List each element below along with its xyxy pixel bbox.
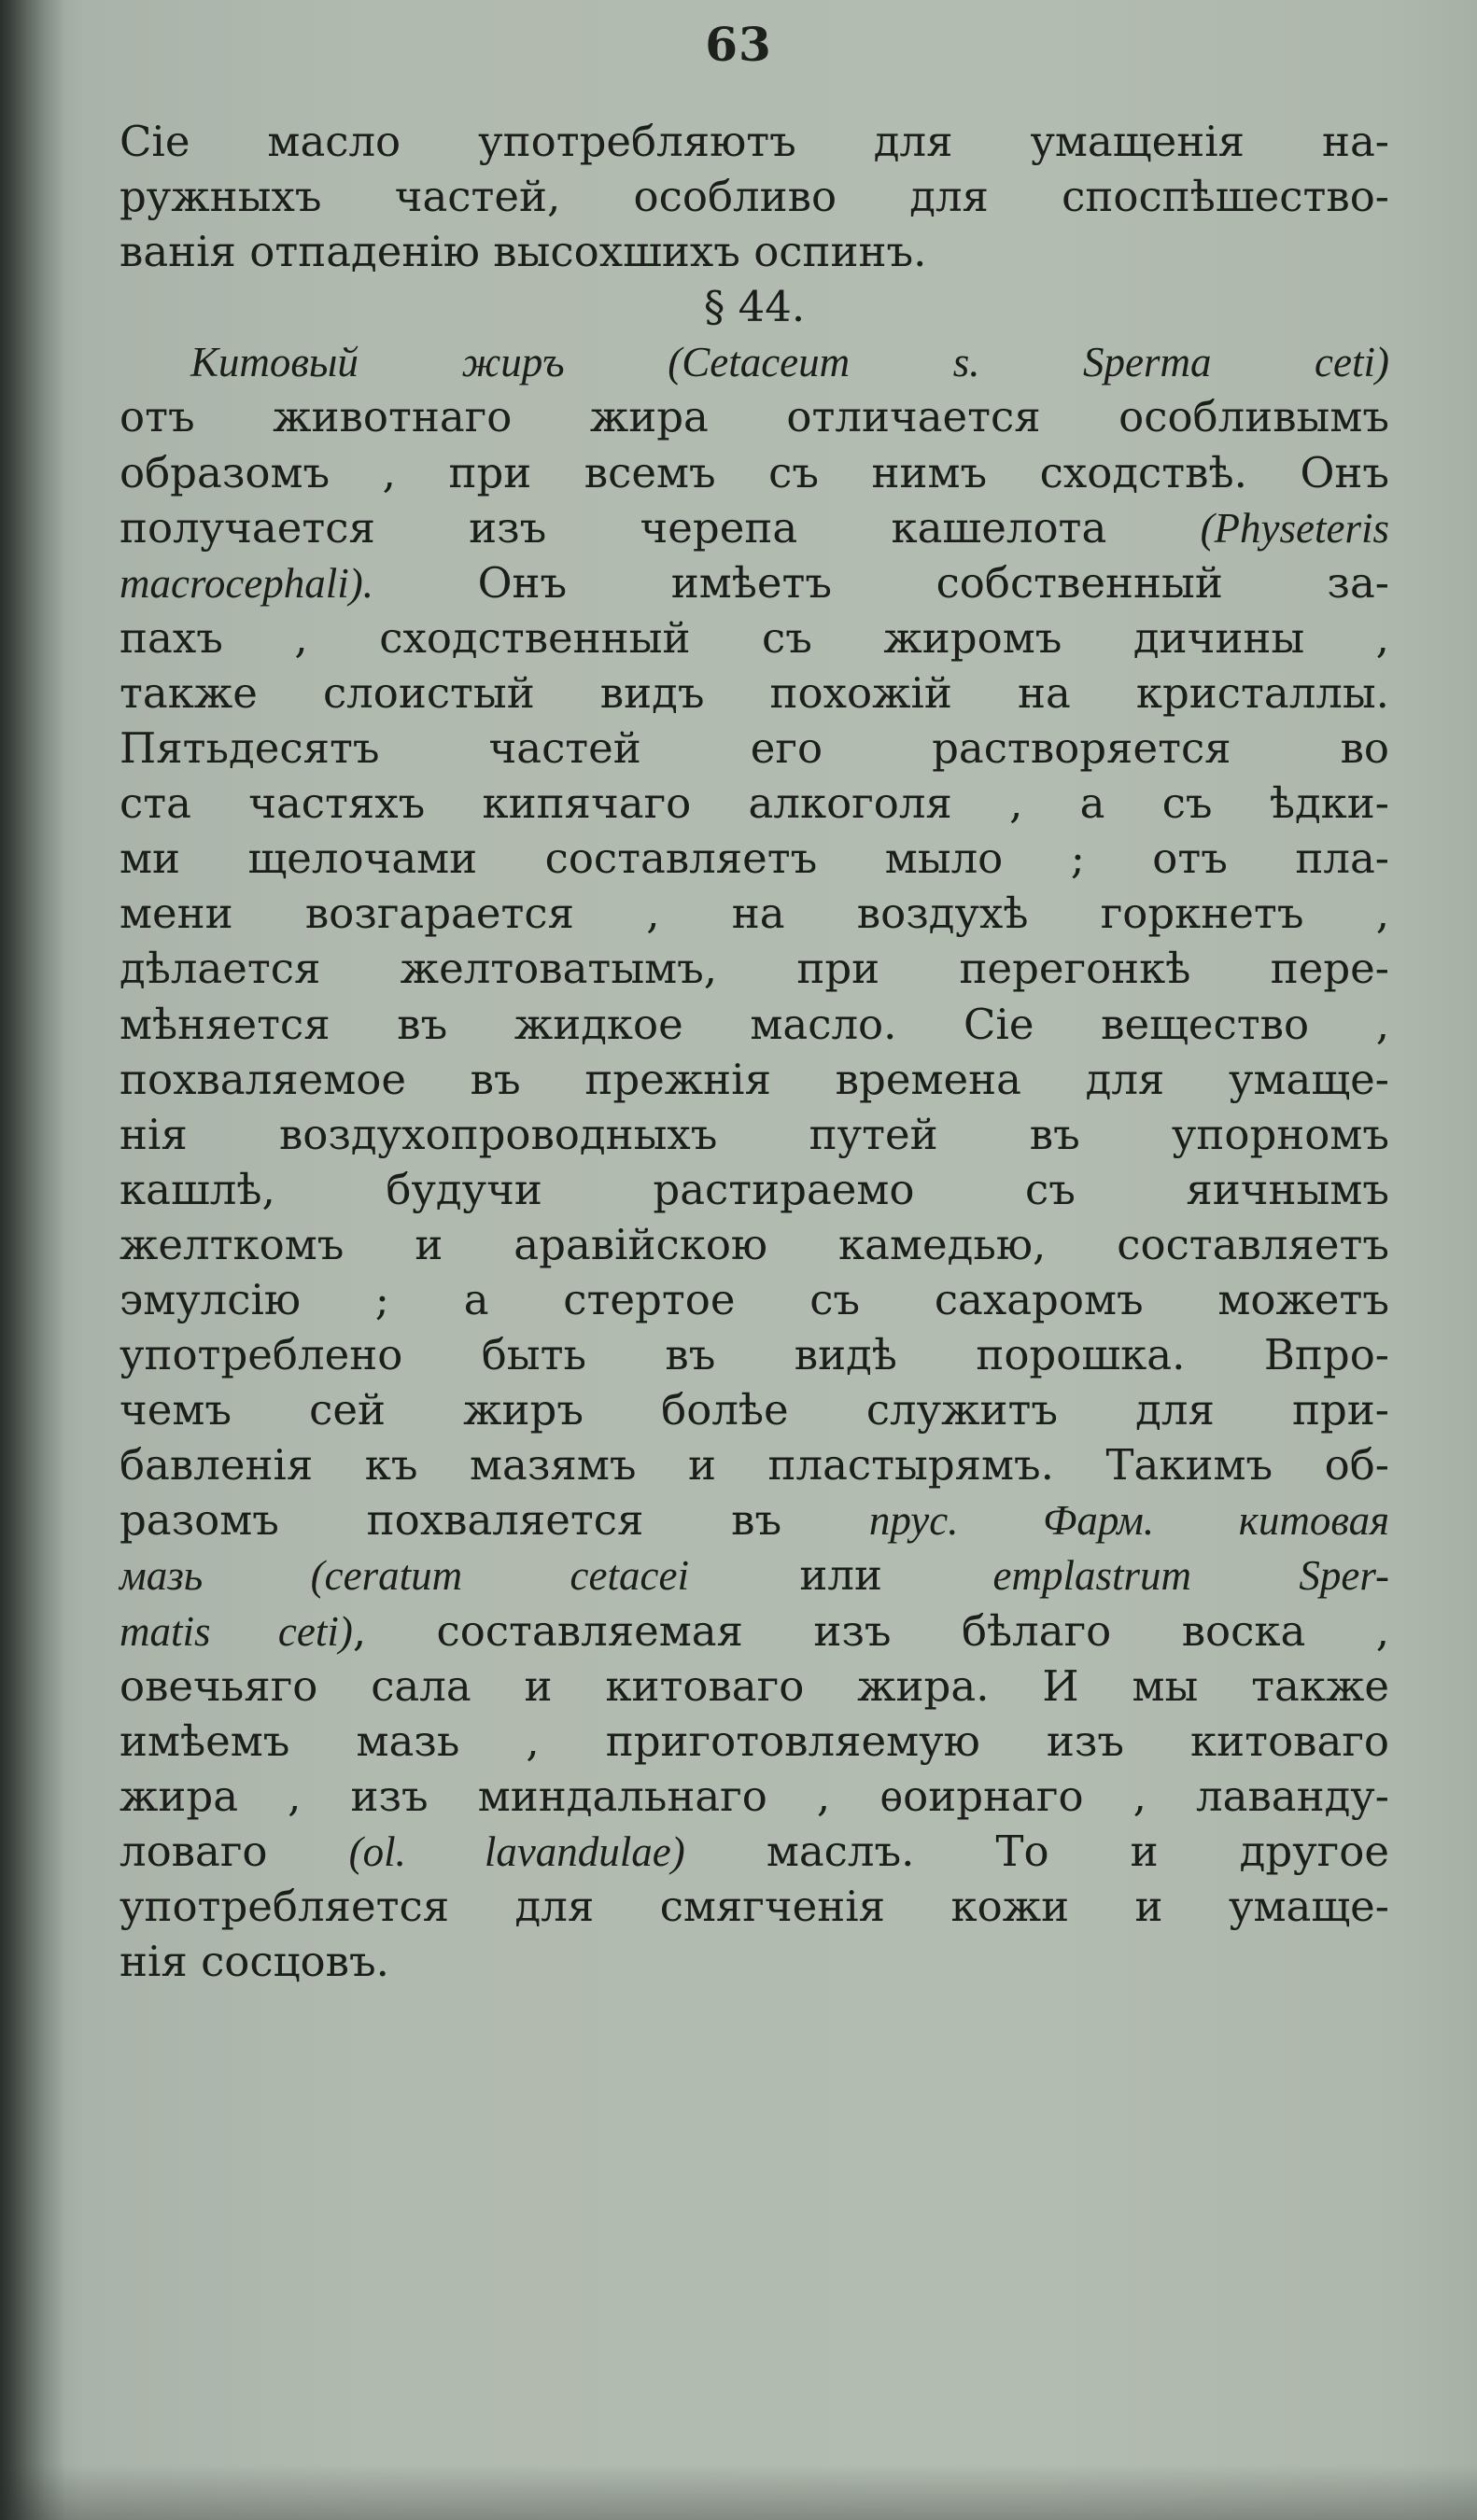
text-line <box>120 500 1389 555</box>
text-line: желткомъ и аравійскою камедью, составляетъ <box>120 1219 1389 1269</box>
text-line <box>120 334 1389 389</box>
text-line <box>120 1492 1389 1547</box>
text-line: употребляется для смягченія кожи и умаще- <box>120 1882 1389 1931</box>
text-line: ста частяхъ кипячаго алкоголя , а съ ѣдки- <box>120 778 1389 829</box>
text-line: ружныхъ частей, особливо для споспѣшество- <box>120 172 1389 222</box>
text-line: нія воздухопроводныхъ путей въ упорномъ <box>120 1109 1389 1159</box>
book-spine-shadow <box>0 0 65 2520</box>
section-heading: § 44. <box>703 282 806 332</box>
text-line: похваляемое въ прежнія времена для умаще- <box>120 1054 1389 1104</box>
text-line <box>120 555 1389 610</box>
text-line: бавленія къ мазямъ и пластырямъ. Такимъ об- <box>120 1440 1389 1491</box>
italic-term: (Physeteris <box>1200 504 1389 552</box>
text-fragment: Онъ имѣетъ собственный за- <box>373 557 1389 608</box>
text-line: эмулсію ; а стертое съ сахаромъ можетъ <box>120 1274 1389 1324</box>
text-line: Сіе масло употребляютъ для умащенія на- <box>120 117 1389 166</box>
text-line: кашлѣ, будучи растираемо съ яичнымъ <box>120 1164 1389 1214</box>
italic-term: macrocephali). <box>120 559 373 607</box>
text-line <box>120 1547 1389 1603</box>
italic-term: прус. Фарм. китовая <box>868 1497 1389 1545</box>
text-line: чемъ сей жиръ болѣе служитъ для при- <box>120 1385 1389 1435</box>
text-line: жира , изъ миндальнаго , ѳоирнаго , лаванду- <box>120 1771 1389 1821</box>
text-line: отъ животнаго жира отличается особливымъ <box>120 392 1389 442</box>
text-fragment: разомъ похваляется въ <box>120 1495 869 1546</box>
page-number: 63 <box>705 17 772 72</box>
text-line: Пятьдесятъ частей его растворяется во <box>120 723 1389 774</box>
italic-term: matis ceti) <box>120 1607 353 1655</box>
text-fragment: получается изъ черепа кашелота <box>120 502 1201 553</box>
text-line: образомъ , при всемъ съ нимъ сходствѣ. Онъ <box>120 447 1389 497</box>
italic-term: Китовый жиръ (Cetaceum s. Sperma ceti) <box>190 339 1389 386</box>
text-line: имѣемъ мазь , приготовляемую изъ китоваго <box>120 1715 1389 1766</box>
text-line: мени возгарается , на воздухѣ горкнетъ , <box>120 889 1389 939</box>
text-line <box>120 1603 1389 1659</box>
text-line: также слоистый видъ похожій на кристаллы. <box>120 667 1389 718</box>
text-line: ванія отпаденію высохшихъ оспинъ. <box>120 227 927 277</box>
text-line: мѣняется въ жидкое масло. Сіе вещество , <box>120 999 1389 1049</box>
page-body <box>120 114 1389 1989</box>
italic-term: мазь (ceratum cetacei <box>120 1552 689 1600</box>
italic-term: emplastrum Sper- <box>992 1552 1389 1600</box>
text-fragment: маслъ. То и другое <box>684 1826 1389 1876</box>
text-line: пахъ , сходственный съ жиромъ дичины , <box>120 612 1389 663</box>
italic-term: (ol. lavandulae) <box>348 1827 685 1875</box>
text-line: нія сосцовъ. <box>120 1937 389 1987</box>
text-line: овечьяго сала и китоваго жира. И мы также <box>120 1660 1389 1711</box>
text-line: дѣлается желтоватымъ, при перегонкѣ пере- <box>120 944 1389 994</box>
page-bottom-shadow <box>0 2464 1477 2520</box>
text-fragment: или <box>688 1550 993 1601</box>
text-fragment: ловаго <box>120 1826 349 1876</box>
text-fragment: , составляемая изъ бѣлаго воска , <box>352 1605 1389 1656</box>
text-line: ми щелочами составляетъ мыло ; отъ пла- <box>120 833 1389 884</box>
text-line <box>120 1824 1389 1879</box>
text-line: употреблено быть въ видѣ порошка. Впро- <box>120 1330 1389 1380</box>
